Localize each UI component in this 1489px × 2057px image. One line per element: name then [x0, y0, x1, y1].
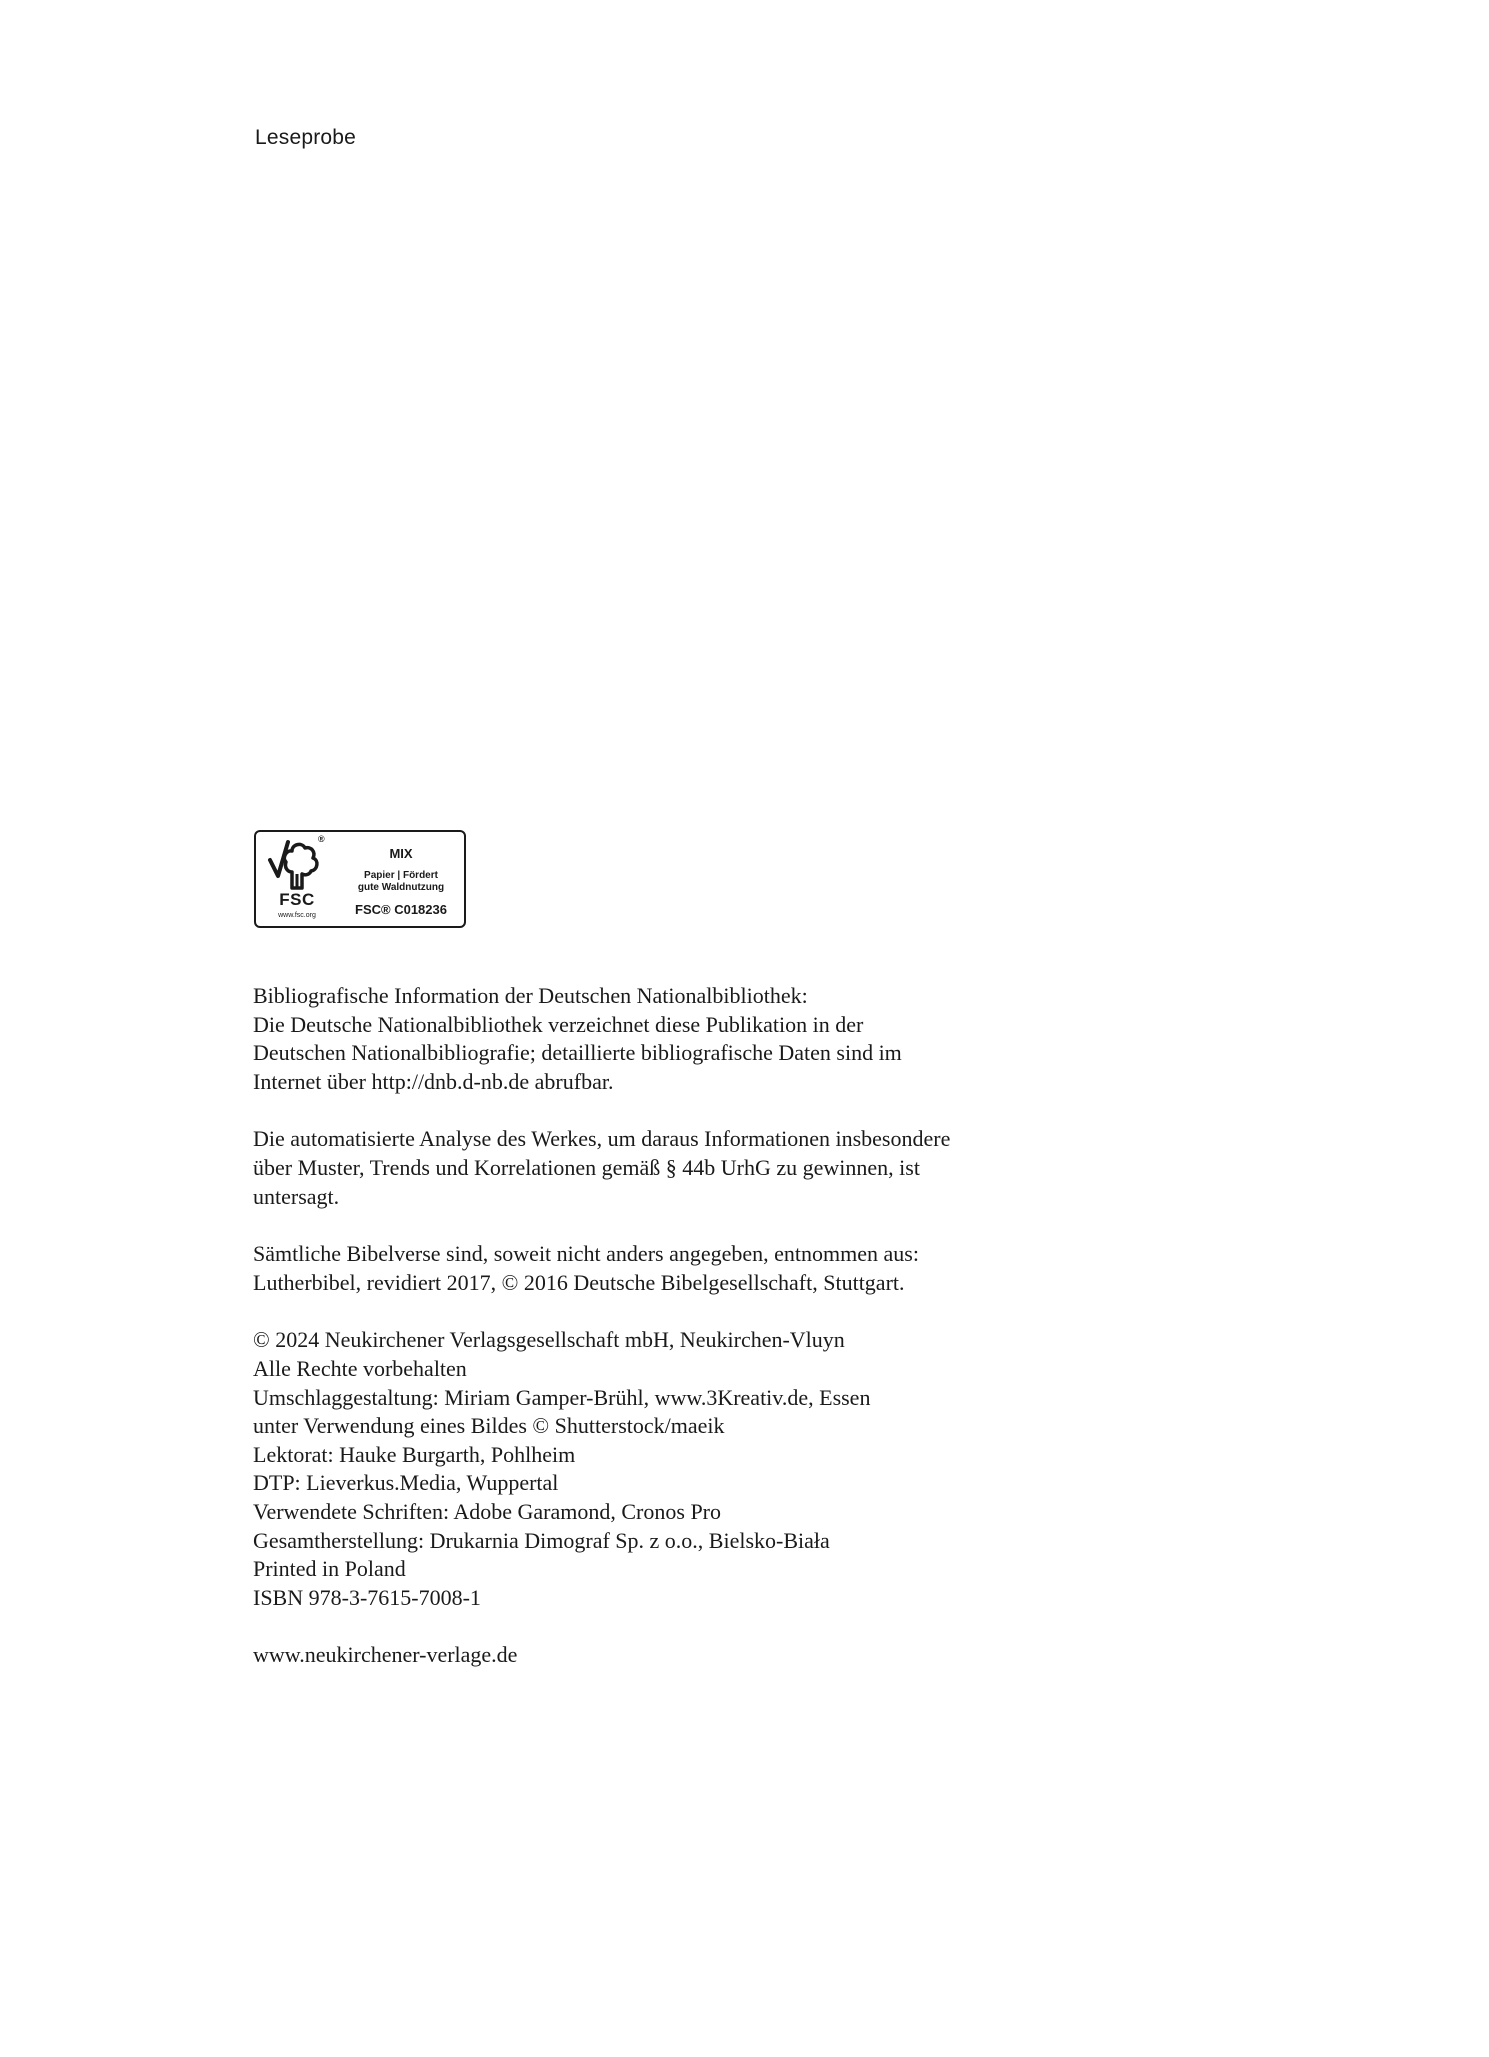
- fsc-line-1: Papier | Fördert: [364, 870, 438, 881]
- analysis-notice-paragraph: [253, 1125, 1153, 1211]
- text-line: Lektorat: Hauke Burgarth, Pohlheim: [253, 1441, 576, 1467]
- text-line: Deutschen Nationalbibliografie; detaillierte bibliografische Daten sind im: [253, 1040, 902, 1066]
- credits-paragraph: [253, 1326, 1153, 1612]
- text-line: Printed in Poland: [253, 1556, 406, 1582]
- text-line: Lutherbibel, revidiert 2017, © 2016 Deutsche Bibelgesellschaft, Stuttgart.: [253, 1269, 905, 1295]
- text-line: unter Verwendung eines Bildes © Shutterstock/maeik: [253, 1413, 725, 1439]
- fsc-logo: [254, 830, 466, 928]
- text-line: über Muster, Trends und Korrelationen gemäß § 44b UrhG zu gewinnen, ist: [253, 1154, 920, 1180]
- bible-notice-paragraph: [253, 1240, 1153, 1297]
- header-label: Leseprobe: [255, 126, 357, 149]
- fsc-url: www.fsc.org: [278, 912, 316, 919]
- text-line: Verwendete Schriften: Adobe Garamond, Cronos Pro: [253, 1498, 722, 1524]
- fsc-type: MIX: [389, 846, 413, 861]
- fsc-mark: FSC: [279, 890, 315, 909]
- text-line: Internet über http://dnb.d-nb.de abrufbar.: [253, 1068, 614, 1094]
- bibliographic-paragraph: [253, 982, 1153, 1096]
- fsc-line-2: gute Waldnutzung: [357, 882, 445, 893]
- publisher-website-link[interactable]: www.neukirchener-verlage.de: [253, 1642, 518, 1668]
- website-paragraph: [253, 1641, 1153, 1670]
- fsc-code: FSC® C018236: [355, 902, 447, 917]
- text-line: Gesamtherstellung: Drukarnia Dimograf Sp. z o.o., Bielsko-Biała: [253, 1527, 830, 1553]
- isbn: ISBN 978-3-7615-7008-1: [253, 1584, 481, 1610]
- text-line: Alle Rechte vorbehalten: [253, 1355, 467, 1381]
- text-line: Sämtliche Bibelverse sind, soweit nicht anders angegeben, entnommen aus:: [253, 1241, 919, 1267]
- text-line: DTP: Lieverkus.Media, Wuppertal: [253, 1470, 559, 1496]
- text-line: Die automatisierte Analyse des Werkes, um daraus Informationen insbesondere: [253, 1126, 951, 1152]
- text-line: untersagt.: [253, 1183, 340, 1209]
- text-line: © 2024 Neukirchener Verlagsgesellschaft mbH, Neukirchen-Vluyn: [253, 1327, 845, 1353]
- registered-mark: ®: [318, 834, 325, 844]
- text-line: Bibliografische Information der Deutschen Nationalbibliothek:: [253, 983, 808, 1008]
- text-line: Die Deutsche Nationalbibliothek verzeichnet diese Publikation in der: [253, 1011, 864, 1037]
- text-line: Umschlaggestaltung: Miriam Gamper-Brühl, www.3Kreativ.de, Essen: [253, 1384, 871, 1410]
- imprint-text: [253, 982, 1153, 1699]
